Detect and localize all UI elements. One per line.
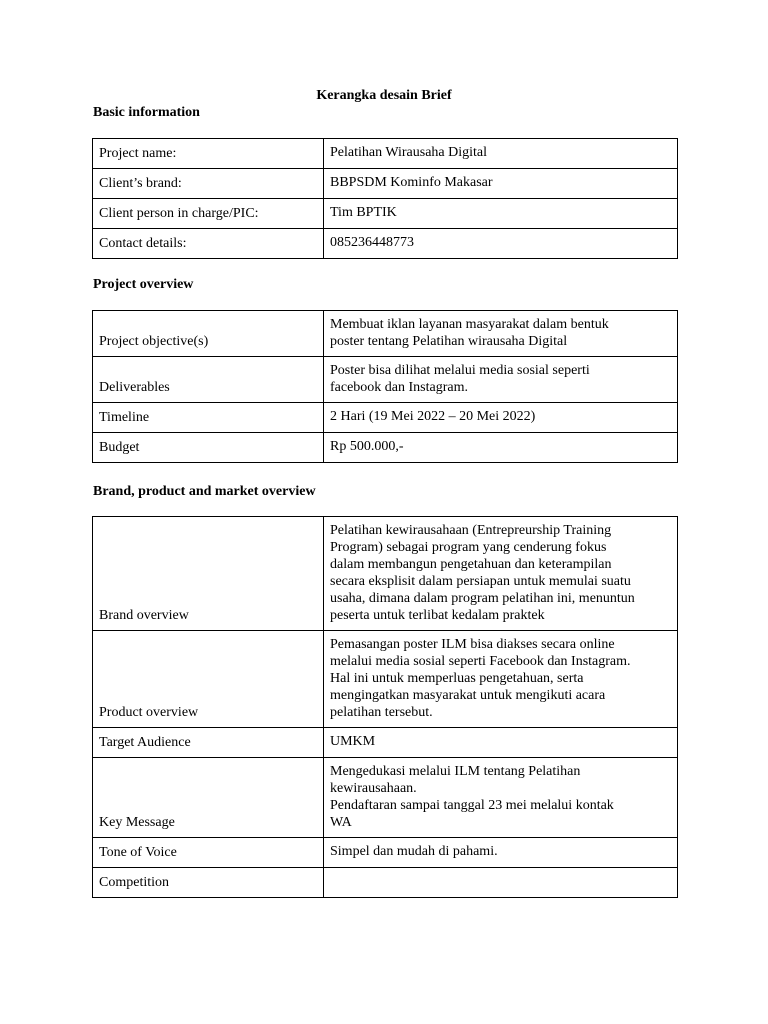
contact-details-value: 085236448773 — [324, 229, 678, 259]
key-message-line: Pendaftaran sampai tanggal 23 mei melalui kontak — [330, 798, 614, 813]
deliverables-line: Poster bisa dilihat melalui media sosial seperti — [330, 363, 590, 378]
project-objective-label: Project objective(s) — [93, 311, 324, 357]
target-audience-value: UMKM — [324, 728, 678, 758]
deliverables-label: Deliverables — [93, 357, 324, 403]
product-overview-line: pelatihan tersebut. — [330, 705, 433, 720]
competition-value — [324, 868, 678, 898]
product-overview-label: Product overview — [93, 631, 324, 728]
table-row — [93, 517, 678, 631]
table-row — [93, 139, 678, 169]
brand-overview-heading: Brand, product and market overview — [93, 484, 316, 499]
table-row — [93, 311, 678, 357]
project-objective-line: poster tentang Pelatihan wirausaha Digital — [330, 334, 568, 349]
table-row — [93, 229, 678, 259]
product-overview-line: Hal ini untuk memperluas pengetahuan, serta — [330, 671, 584, 686]
project-overview-heading: Project overview — [93, 277, 194, 292]
brand-overview-line: secara eksplisit dalam persiapan untuk memulai suatu — [330, 574, 631, 589]
tone-of-voice-label: Tone of Voice — [93, 838, 324, 868]
table-row — [93, 403, 678, 433]
client-brand-value: BBPSDM Kominfo Makasar — [324, 169, 678, 199]
table-row — [93, 357, 678, 403]
key-message-line: WA — [330, 815, 352, 830]
table-row — [93, 838, 678, 868]
project-overview-table — [92, 310, 678, 463]
product-overview-line: melalui media sosial seperti Facebook dan Instagram. — [330, 654, 631, 669]
client-pic-value: Tim BPTIK — [324, 199, 678, 229]
brand-overview-line: Pelatihan kewirausahaan (Entrepreurship Training — [330, 523, 612, 538]
brand-overview-label: Brand overview — [93, 517, 324, 631]
basic-information-table — [92, 138, 678, 259]
key-message-value — [324, 758, 678, 838]
client-pic-label: Client person in charge/PIC: — [93, 199, 324, 229]
key-message-line: Mengedukasi melalui ILM tentang Pelatihan — [330, 764, 581, 779]
brand-overview-line: dalam membangun pengetahuan dan keterampilan — [330, 557, 612, 572]
timeline-value: 2 Hari (19 Mei 2022 – 20 Mei 2022) — [324, 403, 678, 433]
competition-label: Competition — [93, 868, 324, 898]
table-row — [93, 433, 678, 463]
table-row — [93, 728, 678, 758]
project-objective-value — [324, 311, 678, 357]
timeline-label: Timeline — [93, 403, 324, 433]
deliverables-value — [324, 357, 678, 403]
target-audience-label: Target Audience — [93, 728, 324, 758]
tone-of-voice-value: Simpel dan mudah di pahami. — [324, 838, 678, 868]
project-name-value: Pelatihan Wirausaha Digital — [324, 139, 678, 169]
key-message-line: kewirausahaan. — [330, 781, 417, 796]
document-title: Kerangka desain Brief — [316, 88, 452, 103]
contact-details-label: Contact details: — [93, 229, 324, 259]
table-row — [93, 868, 678, 898]
budget-value: Rp 500.000,- — [324, 433, 678, 463]
table-row — [93, 169, 678, 199]
budget-label: Budget — [93, 433, 324, 463]
product-overview-line: Pemasangan poster ILM bisa diakses secara online — [330, 637, 615, 652]
product-overview-line: mengingatkan masyarakat untuk mengikuti acara — [330, 688, 606, 703]
table-row — [93, 758, 678, 838]
key-message-label: Key Message — [93, 758, 324, 838]
deliverables-line: facebook dan Instagram. — [330, 380, 468, 395]
brand-overview-line: peserta untuk terlibat kedalam praktek — [330, 608, 545, 623]
table-row — [93, 631, 678, 728]
table-row — [93, 199, 678, 229]
brand-overview-line: usaha, dimana dalam program pelatihan ini, menuntun — [330, 591, 635, 606]
project-objective-line: Membuat iklan layanan masyarakat dalam bentuk — [330, 317, 609, 332]
project-name-label: Project name: — [93, 139, 324, 169]
brand-overview-table — [92, 516, 678, 898]
brand-overview-value — [324, 517, 678, 631]
brand-overview-line: Program) sebagai program yang cenderung fokus — [330, 540, 607, 555]
client-brand-label: Client’s brand: — [93, 169, 324, 199]
basic-information-heading: Basic information — [93, 105, 200, 120]
product-overview-value — [324, 631, 678, 728]
